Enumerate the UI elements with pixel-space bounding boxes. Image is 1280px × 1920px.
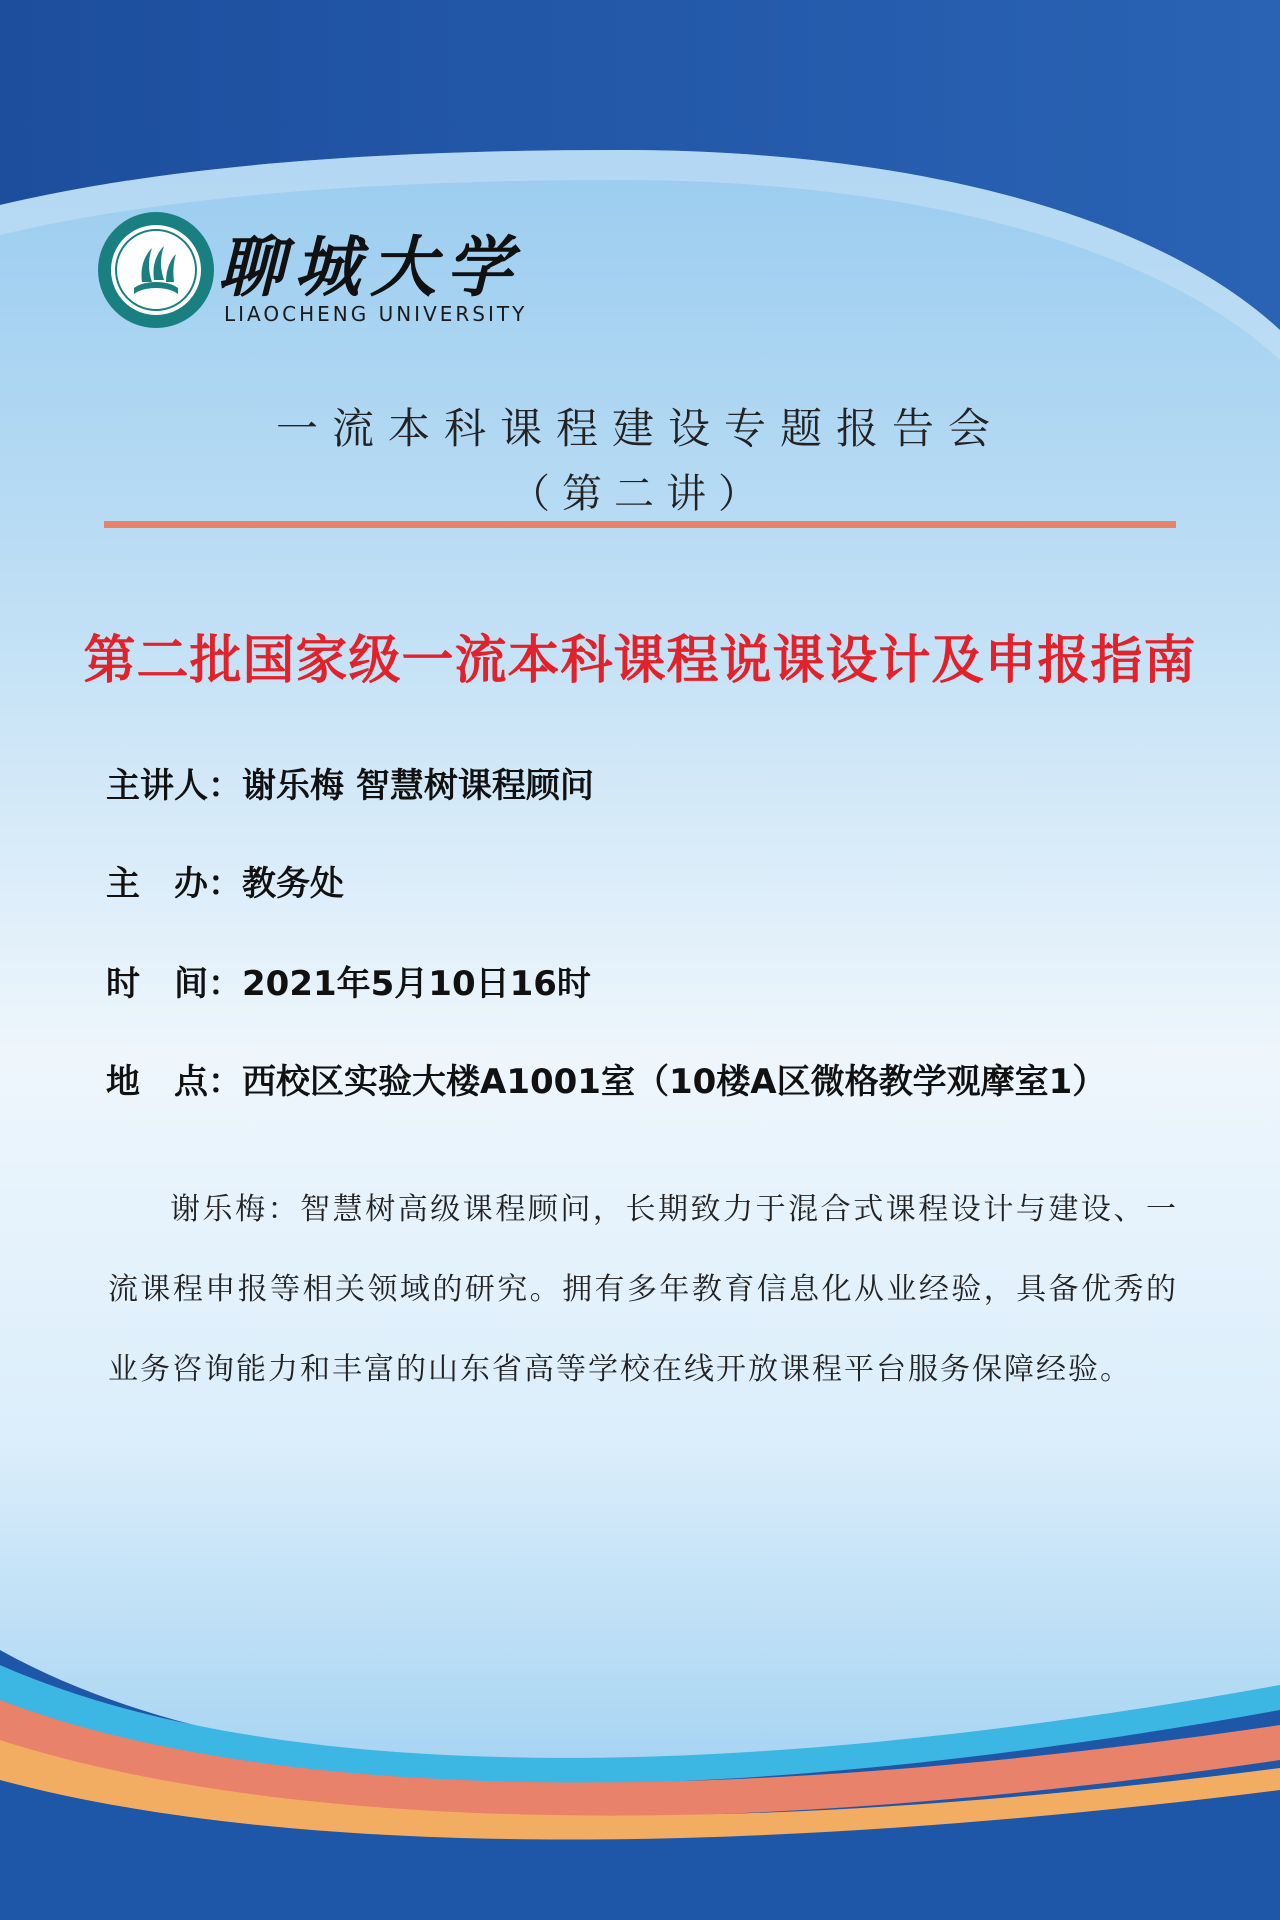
university-seal-icon bbox=[96, 210, 216, 330]
divider-line bbox=[104, 521, 1176, 528]
university-logo bbox=[96, 210, 1196, 340]
speaker-bio-text: 谢乐梅：智慧树高级课程顾问，长期致力于混合式课程设计与建设、一流课程申报等相关领域的研究。拥有多年教育信息化从业经验，具备优秀的业务咨询能力和丰富的山东省高等学校在线开放课程平台服务保障经验。 bbox=[108, 1192, 1178, 1387]
speaker-value: 谢乐梅 智慧树课程顾问 bbox=[242, 766, 594, 806]
series-title: 一流本科课程建设专题报告会 bbox=[275, 404, 1004, 453]
time-label: 时 间： bbox=[106, 964, 242, 1004]
organizer-label: 主 办： bbox=[106, 864, 242, 904]
university-name-cn: 聊城大学 bbox=[218, 228, 522, 306]
time-row bbox=[106, 956, 591, 1005]
speaker-bio bbox=[108, 1170, 1178, 1410]
speaker-label: 主讲人： bbox=[106, 766, 242, 806]
organizer-row bbox=[106, 856, 344, 905]
series-subtitle: （第二讲） bbox=[510, 471, 770, 517]
organizer-value: 教务处 bbox=[242, 864, 344, 904]
location-value: 西校区实验大楼A1001室（10楼A区微格教学观摩室1） bbox=[242, 1062, 1107, 1102]
location-label: 地 点： bbox=[106, 1062, 242, 1102]
location-row bbox=[106, 1054, 1106, 1103]
university-name-en: LIAOCHENG UNIVERSITY bbox=[224, 302, 528, 326]
time-value: 2021年5月10日16时 bbox=[242, 964, 591, 1004]
speaker-row bbox=[106, 758, 594, 807]
lecture-headline: 第二批国家级一流本科课程说课设计及申报指南 bbox=[83, 631, 1197, 691]
